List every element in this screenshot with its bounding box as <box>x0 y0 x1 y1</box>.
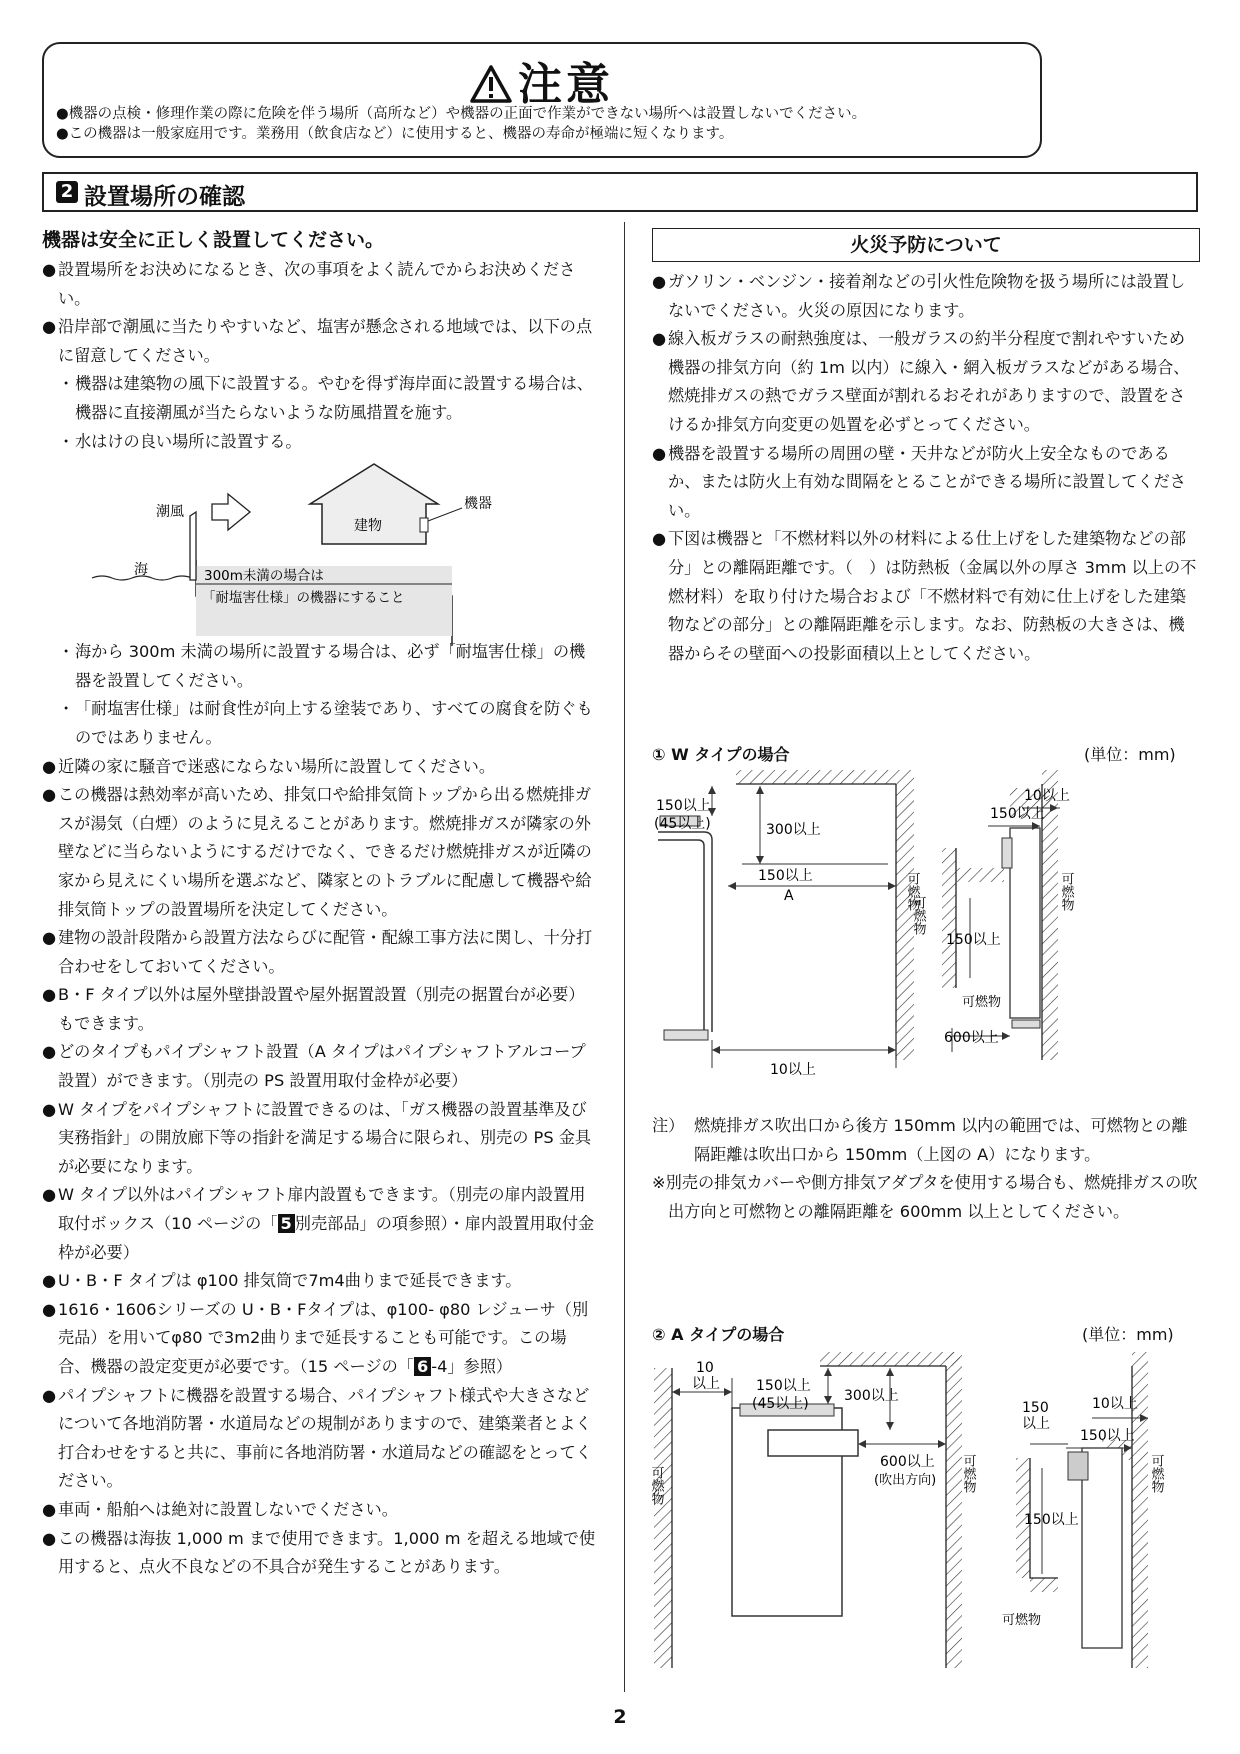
combustible-label: 可燃物 <box>1148 1454 1164 1493</box>
dim-label: (吹出方向) <box>874 1473 937 1488</box>
a-type-diagram <box>648 1348 1212 1678</box>
combustible-label: 可燃物 <box>910 896 926 935</box>
range-label: 「耐塩害仕様」の機器にすること <box>202 590 405 607</box>
list-item: ● 車両・船舶へは絶対に設置しないでください。 <box>42 1499 398 1519</box>
unit-label: 機器 <box>464 496 492 513</box>
list-item: ● この機器は海抜 1,000 m まで使用できます。1,000 m を超える地域で使用すると、点火不良などの不具合が発生することがあります。 <box>42 1528 596 1577</box>
list-item: ● 1616・1606シリーズの U・B・Fタイプは、φ100- φ80 レジューサ（別売品）を用いてφ80 で3m2曲りまで延長することも可能です。この場合、機器の設定変更が必要です。（15 ページの「 6 -4」参照） <box>42 1299 589 1376</box>
ref-number-badge: 5 <box>278 1214 295 1233</box>
list-item: ● W タイプをパイプシャフトに設置できるのは、「ガス機器の設置基準及び実務指針」の開放廊下等の指針を満足する場合に限られ、別売の PS 金具が必要になります。 <box>42 1099 592 1176</box>
right-column <box>652 268 1200 668</box>
caution-box <box>42 42 1042 158</box>
caution-line: ●この機器は一般家庭用です。業務用（飲食店など）に使用すると、機器の寿命が極端に短くなります。 <box>56 126 734 142</box>
list-item: ● B・F タイプ以外は屋外壁掛設置や屋外据置設置（別売の据置台が必要）もできます。 <box>42 985 585 1033</box>
dim-label: A <box>784 888 794 904</box>
dim-label: 150 <box>1022 1400 1049 1416</box>
combustible-label: 可燃物 <box>962 995 1002 1010</box>
list-item: ● 下図は機器と「不燃材料以外の材料による仕上げをした建築物などの部分」との離隔距離です。（ ）は防熱板（金属以外の厚さ 3mm 以上の不燃材料）を取り付けた場合および「不燃材料で有効に仕上げをした建築物などの部分」との離隔距離を示します。なお、防熱板の大きさは、機器からその壁面への投影面積以上としてください。 <box>652 529 1197 663</box>
section-header <box>42 172 1198 212</box>
combustible-label: 可燃物 <box>1058 872 1074 911</box>
dim-label: 150以上 <box>990 806 1045 822</box>
sub-item: ・ 水はけの良い場所に設置する。 <box>58 431 302 451</box>
dim-label: 10以上 <box>1092 1396 1138 1412</box>
section-title: 設置場所の確認 <box>84 184 245 210</box>
list-item: ● W タイプ以外はパイプシャフト扉内設置もできます。（別売の扉内設置用取付ボックス（10 ページの「 5 別売部品」の項参照）・扉内設置用取付金枠が必要） <box>42 1185 595 1262</box>
combustible-label: 可燃物 <box>1002 1613 1042 1628</box>
dim-label: (45以上) <box>752 1396 809 1412</box>
note-2: ※別売の排気カバーや側方排気アダプタを使用する場合も、燃焼排ガスの吹出方向と可燃物との離隔距離を 600mm 以上としてください。 <box>652 1173 1198 1221</box>
sub-item: ・ 海から 300m 未満の場所に設置する場合は、必ず「耐塩害仕様」の機器を設置してください。 <box>58 642 586 690</box>
list-item: ● 設置場所をお決めになるとき、次の事項をよく読んでからお決めください。 <box>42 260 576 308</box>
page-number: 2 <box>613 1706 627 1728</box>
dim-label: 10 <box>696 1360 714 1376</box>
note-1: 注） 燃焼排ガス吹出口から後方 150mm 以内の範囲では、可燃物との離隔距離は吹出口から 150mm（上図の A）になります。 <box>652 1116 1188 1164</box>
caution-line: ●機器の点検・修理作業の際に危険を伴う場所（高所など）や機器の正面で作業ができない場所へは設置しないでください。 <box>56 106 867 122</box>
note-block <box>652 1112 1200 1226</box>
list-item: ● 線入板ガラスの耐熱強度は、一般ガラスの約半分程度で割れやすいため機器の排気方向（約 1m 以内）に線入・網入板ガラスなどがある場合、燃焼排ガスの熱でガラス壁面が割れるおそれがありますので、設置をさけるか排気方向変更の処置を必ずとってください。 <box>652 329 1190 434</box>
dim-label: 600以上 <box>944 1030 999 1046</box>
ref-number-badge: 6 <box>414 1357 431 1376</box>
left-column <box>42 226 598 1582</box>
combustible-label: 可燃物 <box>648 1466 664 1505</box>
column-divider <box>624 222 625 1692</box>
caution-title-text: 注意 <box>518 59 614 110</box>
combustible-label: 可燃物 <box>960 1454 976 1493</box>
section-number: 2 <box>56 181 78 203</box>
dim-label: (45以上) <box>654 816 711 832</box>
list-item: ● 建物の設計段階から設置方法ならびに配管・配線工事方法に関し、十分打合わせをしておいてください。 <box>42 928 593 976</box>
dim-label: 300以上 <box>844 1388 899 1404</box>
w-type-diagram <box>652 768 1212 1088</box>
dim-label: 150以上 <box>1080 1428 1135 1444</box>
dim-label: 300以上 <box>766 822 821 838</box>
sea-label: 海 <box>134 562 148 579</box>
dim-label: 150以上 <box>756 1378 811 1394</box>
dim-label: 10以上 <box>770 1062 816 1078</box>
dim-label: 600以上 <box>880 1454 935 1470</box>
combustible-label: 可燃物 <box>904 872 920 911</box>
building-label: 建物 <box>354 518 382 535</box>
sub-item: ・ 「耐塩害仕様」は耐食性が向上する塗装であり、すべての腐食を防ぐものではありません。 <box>58 699 593 747</box>
list-item: ● 近隣の家に騒音で迷惑にならない場所に設置してください。 <box>42 756 496 776</box>
left-heading: 機器は安全に正しく設置してください。 <box>42 229 385 251</box>
unit-label: (単位：mm) <box>1082 1325 1174 1344</box>
list-item: ● U・B・F タイプは φ100 排気筒で7m4曲りまで延長できます。 <box>42 1271 522 1291</box>
a-type-caption: ② A タイプの場合 <box>652 1325 785 1344</box>
dim-label: 10以上 <box>1024 788 1070 804</box>
list-item: ● どのタイプもパイプシャフト設置（A タイプはパイプシャフトアルコープ設置）ができます。（別売の PS 設置用取付金枠が必要） <box>42 1042 586 1091</box>
list-item: ● 機器を設置する場所の周囲の壁・天井などが防火上安全なものであるか、または防火上有効な間隔をとることができる場所に設置してください。 <box>652 443 1186 520</box>
dim-label: 150以上 <box>946 932 1001 948</box>
fire-prevention-title: 火災予防について <box>652 228 1200 262</box>
list-item: ● 沿岸部で潮風に当たりやすいなど、塩害が懸念される地域では、以下の点に留意してください。 <box>42 317 593 365</box>
sub-item: ・ 機器は建築物の風下に設置する。やむを得ず海岸面に設置する場合は、機器に直接潮風が当たらないような防風措置を施す。 <box>58 374 593 422</box>
list-item: ● この機器は熱効率が高いため、排気口や給排気筒トップから出る燃焼排ガスが湯気（白煙）のように見えることがあります。燃焼排ガスが隣家の外壁などに当らないようにするだけでなく、できるだけ燃焼排ガスが近隣の家から見えにくい場所を選ぶなど、隣家とのトラブルに配慮して機器や給排気筒トップの設置場所を決定してください。 <box>42 785 592 919</box>
dim-label: 150以上 <box>758 868 813 884</box>
list-item: ● ガソリン・ベンジン・接着剤などの引火性危険物を扱う場所には設置しないでください。火災の原因になります。 <box>652 272 1186 320</box>
w-type-caption: ① W タイプの場合 <box>652 745 790 764</box>
dim-label: 150以上 <box>1024 1512 1079 1528</box>
dim-label: 以上 <box>692 1376 720 1392</box>
dim-label: 以上 <box>1022 1416 1050 1432</box>
coastal-diagram <box>42 456 598 638</box>
range-label: 300m未満の場合は <box>204 568 324 585</box>
dim-label: 150以上 <box>656 798 711 814</box>
list-item: ● パイプシャフトに機器を設置する場合、パイプシャフト様式や大きさなどについて各地消防署・水道局などの規制がありますので、建築業者とよく打合わせをすると共に、事前に各地消防署・水道局などの確認をとってください。 <box>42 1385 592 1491</box>
unit-label: (単位：mm) <box>1084 745 1176 764</box>
wind-label: 潮風 <box>156 504 184 521</box>
